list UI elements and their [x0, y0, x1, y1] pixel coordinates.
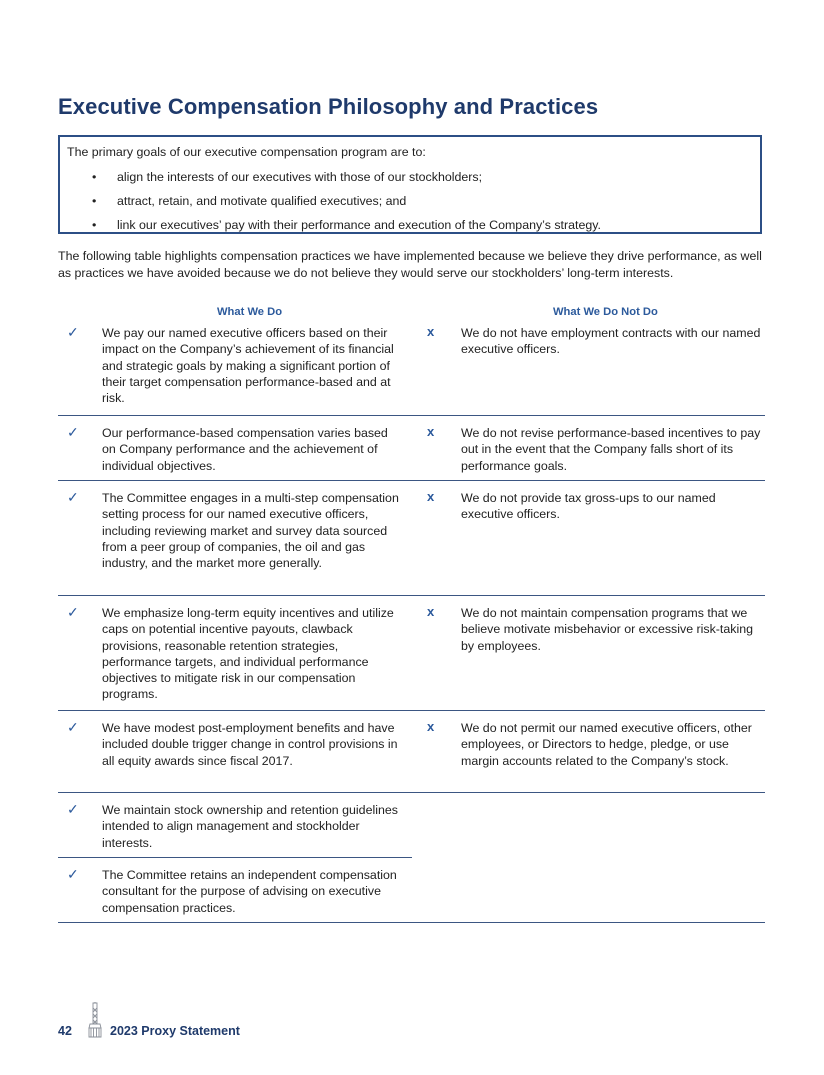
do-practice-text: The Committee retains an independent compensation consultant for the purpose of advising on executive compensation practices.	[102, 868, 397, 915]
goal-item: • link our executives’ pay with their performance and execution of the Company’s strategy.	[92, 218, 601, 232]
do-practice-text: Our performance-based compensation varies based on Company performance and the achievement of individual objectives.	[102, 426, 388, 473]
practice-row	[58, 596, 765, 711]
do-practice-text: The Committee engages in a multi-step compensation setting process for our named executive officers, including reviewing market and survey data sourced from a peer group of companies, the oil and gas industry, and the market more generally.	[102, 491, 399, 571]
practice-row	[58, 316, 765, 416]
do-practice-text: We have modest post-employment benefits and have included double trigger change in control provisions in all equity awards since fiscal 2017.	[102, 721, 398, 768]
goal-item: • align the interests of our executives with those of our stockholders;	[92, 170, 483, 184]
check-icon: ✓	[67, 866, 79, 882]
practice-row	[58, 711, 765, 793]
cross-icon: x	[427, 604, 435, 619]
document-title: 2023 Proxy Statement	[110, 1024, 240, 1038]
check-icon: ✓	[67, 324, 79, 340]
goals-list	[67, 168, 754, 234]
do-practice-text: We maintain stock ownership and retention guidelines intended to align management and stockholder interests.	[102, 803, 398, 850]
drilling-rig-icon	[87, 1002, 103, 1038]
goals-intro: The primary goals of our executive compensation program are to:	[67, 145, 426, 159]
cross-icon: x	[427, 489, 435, 504]
check-icon: ✓	[67, 719, 79, 735]
cross-icon: x	[427, 324, 435, 339]
check-icon: ✓	[67, 489, 79, 505]
dont-practice-text: We do not have employment contracts with our named executive officers.	[461, 326, 761, 357]
check-icon: ✓	[67, 604, 79, 620]
bullet-icon: •	[92, 170, 97, 184]
dont-practice-text: We do not revise performance-based incentives to pay out in the event that the Company falls short of its performance goals.	[461, 426, 761, 473]
cross-icon: x	[427, 424, 435, 439]
practice-row	[58, 481, 765, 596]
page-number: 42	[58, 1024, 72, 1038]
practice-row	[58, 793, 412, 858]
cross-icon: x	[427, 719, 435, 734]
do-practice-text: We emphasize long-term equity incentives and utilize caps on potential incentive payouts, clawback provisions, reasonable retention strategies, performance targets, and individual performance objectives to mitigate risk in our compensation programs.	[102, 606, 394, 702]
goals-box	[58, 135, 762, 234]
check-icon: ✓	[67, 801, 79, 817]
dont-practice-text: We do not provide tax gross-ups to our named executive officers.	[461, 491, 716, 522]
dont-practice-text: We do not permit our named executive officers, other employees, or Directors to hedge, pledge, or use margin accounts related to the Company’s stock.	[461, 721, 752, 768]
bullet-icon: •	[92, 194, 97, 208]
bullet-icon: •	[92, 218, 97, 232]
what-we-do-header: What We Do	[217, 306, 283, 318]
check-icon: ✓	[67, 424, 79, 440]
page-title: Executive Compensation Philosophy and Practices	[58, 94, 599, 119]
do-practice-text: We pay our named executive officers based on their impact on the Company’s achievement of its financial and strategic goals by making a significant portion of their target compensation performance-based and at risk.	[102, 326, 394, 406]
intro-paragraph: The following table highlights compensation practices we have implemented because we believe they drive performance, as well as practices we have avoided because we do not believe they would serve our stockholders’ long-term interests.	[58, 249, 762, 280]
dont-practice-text: We do not maintain compensation programs that we believe motivate misbehavior or excessive risk-taking by employees.	[461, 606, 753, 653]
practice-row	[58, 858, 765, 923]
practice-row	[58, 416, 765, 481]
what-we-do-not-do-header: What We Do Not Do	[553, 306, 658, 318]
goal-item: • attract, retain, and motivate qualified executives; and	[92, 194, 407, 208]
